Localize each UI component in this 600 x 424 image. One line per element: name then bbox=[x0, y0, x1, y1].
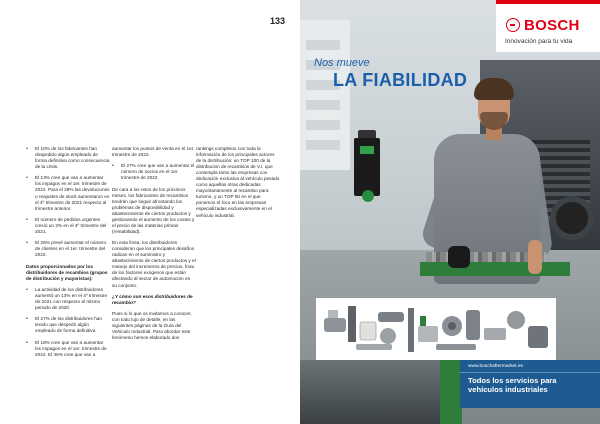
text-column-3 bbox=[196, 146, 280, 224]
workbench-leg bbox=[440, 360, 462, 424]
black-glove bbox=[448, 246, 470, 268]
bosch-advertisement bbox=[300, 0, 600, 424]
text-column-1 bbox=[26, 146, 110, 363]
headline-small: Nos mueve bbox=[314, 57, 370, 69]
logo-red-bar bbox=[496, 0, 600, 4]
bullet-paragraph: • El 27% de los distribuidores han tenido que despedir algún empleado de forma definitiva. bbox=[26, 316, 110, 334]
promo-text: Todos los servicios para vehículos industriales bbox=[468, 376, 557, 394]
machine-wheel bbox=[362, 190, 374, 202]
text-column-2 bbox=[112, 146, 196, 346]
bullet-paragraph: • El 10% de los fabricantes han despedido algún empleado de forma definitiva como consecuencia de la crisis. bbox=[26, 146, 110, 170]
paragraph: De cara a los retos de los próximos meses, los fabricantes de recambios tendrán que seguir afrontando los problemas de disponibilidad y abastecimiento de ciertos productos y gestionando el aumento de los costes y el precio de las materias primas (rentabilidad). bbox=[112, 186, 195, 234]
auto-parts-illustration bbox=[316, 298, 556, 360]
paragraph: rankings completos con toda la información de los principales actores de la distribución: un TOP 100 de la distribución de recambios de V.I. que contempla tanto las empresas con dedicación exclusiva al vehículo pesado como aquellas otras dedicadas mayoritariamente al recambio para turismo, y un TOP 50 en el que ponemos el foco en las empresas especializadas exclusivamente en el vehículo industrial. bbox=[196, 146, 280, 218]
mechanic-forearm bbox=[528, 240, 542, 274]
paragraph: En esta línea, los distribuidores consideran que los principales desafíos radican en el suministro y abastecimiento de ciertos productos y el manejo del incremento de precios, fruto de los factores exógenos que están afectando al sector de automoción en su conjunto. bbox=[112, 240, 196, 288]
bullet-paragraph: • El 27% cree que van a aumentar el número de socios en el 1er. trimestre de 2022. bbox=[112, 163, 196, 181]
promo-divider bbox=[460, 372, 600, 373]
bosch-armature-icon bbox=[506, 18, 520, 32]
headline-big: LA FIABILIDAD bbox=[333, 70, 468, 90]
question-heading: ¿Y cómo son esos distribuidores de recambio? bbox=[112, 293, 193, 305]
diagnostic-machine-screen bbox=[360, 146, 374, 154]
parts-panel bbox=[316, 298, 556, 360]
truck-wheel bbox=[550, 196, 594, 240]
bullet-paragraph: • La actividad de los distribuidores aumentó un 13% en el 4º trimestre de 2021 con respecto al mismo periodo de 2020. bbox=[26, 287, 110, 311]
bosch-brand: BOSCH bbox=[524, 17, 580, 34]
bullet-paragraph: • El número de pedidos urgentes creció un 2% en el 4º trimestre del 2021. bbox=[26, 217, 110, 235]
workbench bbox=[300, 360, 460, 424]
page-number: 133 bbox=[270, 16, 286, 26]
subheading: Datos proporcionados por los distribuidores de recambios (grupos de distribución y mayoristas): bbox=[26, 263, 108, 281]
paragraph: aumentar los puntos de venta en el 1er. trimestre de 2022. bbox=[112, 146, 195, 158]
paragraph: Pues si lo que os invitamos a conocer, con todo lujo de detalle, en las siguientes páginas de la Guía del Vehículo Industrial. Para abordar este fenómeno hemos elaborado dos bbox=[112, 311, 192, 341]
parts-tray bbox=[420, 262, 570, 276]
bullet-paragraph: • El 13% cree que van a aumentar los impagos en el 1er. trimestre de 2022. Para el 28% las devoluciones o reajustes de stock aumentaron en el 4º trimestre de 2021 respecto al trimestre anterior. bbox=[26, 175, 110, 211]
bosch-slogan: Innovación para tu vida bbox=[505, 38, 573, 45]
promo-url[interactable]: www.boschaftermarket.es bbox=[468, 364, 523, 369]
bullet-paragraph: • El 26% prevé aumentar el número de clientes en el 1er. trimestre del 2022. bbox=[26, 240, 110, 258]
mechanic-hair bbox=[474, 78, 514, 100]
bullet-paragraph: • El 18% cree que van a aumentar los impagos en el 1er. trimestre de 2022. El 36% cree que van a bbox=[26, 340, 110, 358]
